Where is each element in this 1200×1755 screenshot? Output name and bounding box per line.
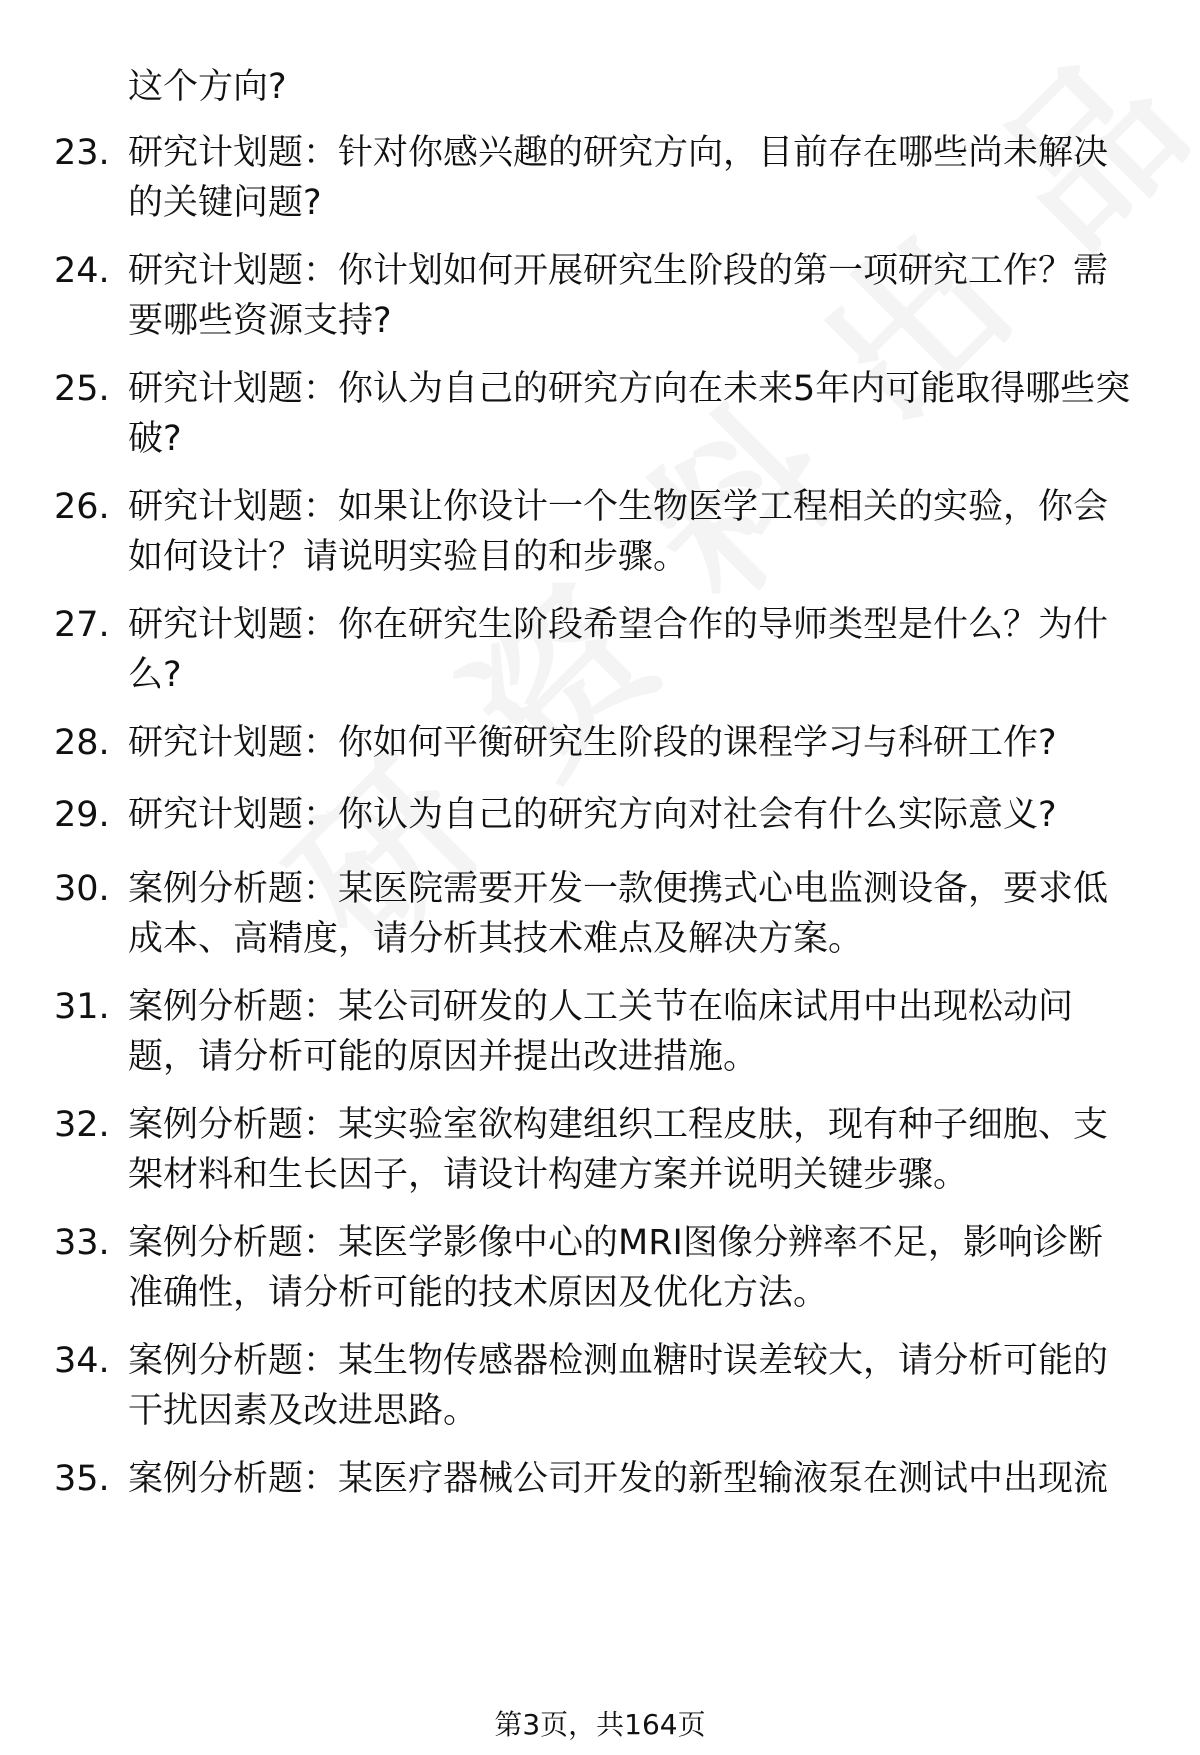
question-item	[0, 1454, 1200, 1554]
question-text	[128, 1100, 1168, 1200]
text-line: 研究计划题：你在研究生阶段希望合作的导师类型是什么？为什	[128, 605, 1109, 645]
question-item	[0, 1100, 1200, 1200]
question-number: 31.	[54, 987, 110, 1027]
question-text	[128, 982, 1168, 1082]
question-number: 26.	[54, 487, 110, 527]
question-item	[0, 128, 1200, 228]
question-item	[0, 364, 1200, 464]
question-number: 24.	[54, 251, 110, 291]
question-item	[0, 982, 1200, 1082]
question-text	[128, 718, 1168, 768]
question-item	[0, 864, 1200, 964]
page-footer: 第3页，共164页	[494, 1708, 706, 1741]
question-number: 25.	[54, 369, 110, 409]
question-number: 27.	[54, 605, 110, 645]
question-number: 34.	[54, 1341, 110, 1381]
text-line: 研究计划题：如果让你设计一个生物医学工程相关的实验，你会	[128, 487, 1109, 527]
question-text	[128, 864, 1168, 964]
text-line: 么?	[128, 655, 182, 695]
text-line: 题，请分析可能的原因并提出改进措施。	[128, 1037, 759, 1077]
question-number: 33.	[54, 1223, 110, 1263]
question-number: 28.	[54, 723, 110, 763]
text-line: 研究计划题：针对你感兴趣的研究方向，目前存在哪些尚未解决	[128, 133, 1109, 173]
continuation-text: 这个方向?	[128, 67, 287, 107]
text-line: 要哪些资源支持?	[128, 301, 392, 341]
text-line: 案例分析题：某生物传感器检测血糖时误差较大，请分析可能的	[128, 1341, 1109, 1381]
question-number: 29.	[54, 795, 110, 835]
text-line: 研究计划题：你认为自己的研究方向在未来5年内可能取得哪些突	[128, 369, 1131, 409]
text-line: 的关键问题?	[128, 183, 322, 223]
question-item	[0, 600, 1200, 700]
text-line: 准确性，请分析可能的技术原因及优化方法。	[128, 1273, 829, 1313]
text-line: 案例分析题：某医院需要开发一款便携式心电监测设备，要求低	[128, 869, 1109, 909]
text-line: 研究计划题：你计划如何开展研究生阶段的第一项研究工作？需	[128, 251, 1109, 291]
text-line: 研究计划题：你如何平衡研究生阶段的课程学习与科研工作?	[128, 723, 1057, 763]
question-text	[128, 1454, 1168, 1504]
question-number: 30.	[54, 869, 110, 909]
text-line: 案例分析题：某医学影像中心的MRI图像分辨率不足，影响诊断	[128, 1223, 1103, 1263]
text-line: 干扰因素及改进思路。	[128, 1391, 479, 1431]
question-number: 35.	[54, 1459, 110, 1499]
question-number: 32.	[54, 1105, 110, 1145]
question-text	[128, 600, 1168, 700]
text-line: 案例分析题：某实验室欲构建组织工程皮肤，现有种子细胞、支	[128, 1105, 1109, 1145]
text-line: 研究计划题：你认为自己的研究方向对社会有什么实际意义?	[128, 795, 1057, 835]
question-text	[128, 364, 1168, 464]
question-item	[0, 1218, 1200, 1318]
question-text	[128, 482, 1168, 582]
question-text	[128, 128, 1168, 228]
question-item	[0, 1336, 1200, 1436]
question-text	[128, 1336, 1168, 1436]
question-text	[128, 790, 1168, 840]
text-line: 成本、高精度，请分析其技术难点及解决方案。	[128, 919, 864, 959]
question-number: 23.	[54, 133, 110, 173]
question-text	[128, 1218, 1168, 1318]
text-line: 破?	[128, 419, 182, 459]
text-line: 案例分析题：某医疗器械公司开发的新型输液泵在测试中出现流	[128, 1459, 1109, 1499]
question-text	[128, 246, 1168, 346]
text-line: 架材料和生长因子，请设计构建方案并说明关键步骤。	[128, 1155, 969, 1195]
question-item	[0, 246, 1200, 346]
text-line: 如何设计？请说明实验目的和步骤。	[128, 537, 689, 577]
question-item	[0, 482, 1200, 582]
text-line: 案例分析题：某公司研发的人工关节在临床试用中出现松动问	[128, 987, 1074, 1027]
